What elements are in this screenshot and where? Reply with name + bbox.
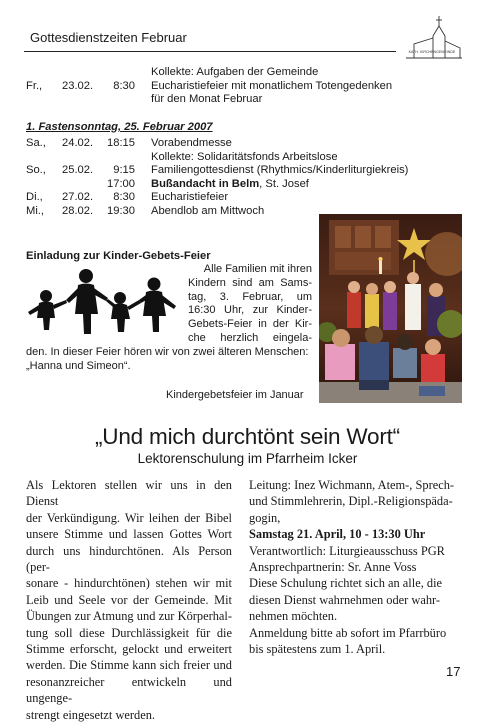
schedule-time: 17:00 [107,177,135,190]
article-left-line: der Verkündigung. Wir leihen der Bibel [26,510,232,525]
invitation-line: 16:30 Uhr, zur Kinder- [188,304,312,317]
schedule-description-main: Bußandacht in Belm [151,177,260,190]
article-left-line: unsere Stimme und lassen Gottes Wort [26,527,232,542]
invitation-text-wrapped [188,263,312,346]
schedule-day: So., [26,164,46,177]
schedule-description-main: Familiengottesdienst (Rhythmics/Kinderliturgiekreis) [151,164,409,177]
schedule-description [151,164,408,178]
schedule-description [151,178,309,192]
schedule-date: 25.02. [62,164,94,177]
article-left-line: tung soll diese Durchlässigkeit für die [26,625,232,640]
schedule-description [151,205,264,219]
schedule-row [0,191,495,205]
schedule-row [0,137,495,151]
article-left-line: Stimme erforscht, gelockt und erweitert [26,642,232,657]
page-number: 17 [446,664,461,679]
schedule-description-suffix: , St. Josef [259,177,309,190]
invitation-line: „Hanna und Simeon“. [26,359,131,372]
schedule-row [0,93,495,107]
schedule-time: 9:15 [113,164,135,177]
schedule-date: 23.02. [62,79,94,92]
invitation-line: Gebets-Feier in der Kir- [188,318,312,331]
page-header-title: Gottesdienstzeiten Februar [30,30,187,45]
article-right-line: Leitung: Inez Wichmann, Atem-, Sprech- [249,478,455,492]
family-illustration-icon [22,266,188,338]
schedule-description [151,191,228,205]
invitation-line: che herzlich eingela- [188,331,312,344]
article-left-line: sonare - hindurchtönen) stehen wir mit [26,576,232,591]
schedule-description-main: Abendlob am Mittwoch [151,205,265,217]
schedule-row [0,178,495,192]
schedule-time: 18:15 [107,137,135,149]
article-left-line: Übungen zur Atmung und zur Körperhal- [26,609,232,624]
schedule-date: 27.02. [62,191,94,204]
schedule-time: 8:30 [113,191,135,204]
schedule-row [0,80,495,94]
article-left-line: Als Lektoren stellen wir uns in den Dienst [26,478,232,509]
schedule-day: Mi., [26,205,45,217]
article-right-line: und Stimmlehrerin, Dipl.-Religionspäda- [249,494,453,509]
schedule-day: Di., [26,191,43,204]
invitation-line: Alle Familien mit ihren [203,263,312,275]
header-divider [24,51,396,52]
schedule-description-main: für den Monat Februar [151,93,263,106]
article-right-line: Diese Schulung richtet sich an alle, die [249,576,443,591]
invitation-line: Kindern sind am Sams- [188,276,312,289]
schedule-description-main: Vorabendmesse [151,137,232,149]
article-right-line: Samstag 21. April, 10 - 13:30 Uhr [249,527,426,542]
schedule-row [0,151,495,165]
invitation-line: den. In dieser Feier hören wir von zwei älteren Menschen: [26,346,309,358]
photo-caption: Kindergebetsfeier im Januar [166,389,304,401]
article-right-line: diesen Dienst wahrnehmen oder wahr- [249,592,441,607]
schedule-time: 19:30 [107,205,135,217]
schedule-row [0,164,495,178]
schedule-description [151,137,232,151]
schedule-day: Sa., [26,137,46,149]
article-left-line: werden. Die Stimme kann sich freier und [26,658,232,673]
schedule-time: 8:30 [113,79,135,92]
article-left-line: Leib und Seele vor der Gemeinde. Mit [26,592,232,607]
article-right-line: Anmeldung bitte ab sofort im Pfarrbüro [249,625,447,640]
schedule-description-main: Eucharistiefeier mit monatlichem Totengedenken [151,79,393,92]
article-left-line: strengt eingesetzt werden. [26,707,156,722]
article-right-column [249,477,461,657]
schedule-row [0,66,495,80]
schedule-date: 24.02. [62,137,94,149]
schedule-description [151,93,262,107]
schedule-description [151,151,338,165]
article-left-line: durch uns hindurchtönen. Als Person (per- [26,543,232,575]
article-right-line: gogin, [249,510,281,525]
article-right-line: nehmen möchten. [249,609,338,624]
schedule-description [151,66,318,80]
invitation-text-full [26,346,312,374]
schedule-day: Fr., [26,79,43,92]
church-logo-icon [402,14,464,60]
logo-text: KATH. KIRCHENGEMEINDE [408,50,456,54]
article-right-line: Ansprechpartnerin: Sr. Anne Voss [249,560,417,575]
schedule-date: 28.02. [62,205,94,217]
article-right-line: bis spätestens zum 1. April. [249,642,386,657]
article-title: „Und mich durchtönt sein Wort“ [95,424,400,449]
schedule-description [151,80,392,94]
article-left-column [26,477,232,723]
article-right-line: Verantwortlich: Liturgieausschuss PGR [249,543,445,558]
children-prayer-photo [319,214,462,403]
invitation-line: tag, 3. Februar, um [188,290,312,303]
article-left-line: resonanzreicher entwickeln und ungenge- [26,674,232,706]
article-subtitle: Lektorenschulung im Pfarrheim Icker [137,451,358,466]
schedule-description-main: Eucharistiefeier [151,191,229,204]
sunday-heading: 1. Fastensonntag, 25. Februar 2007 [26,121,213,133]
schedule-description-main: Kollekte: Aufgaben der Gemeinde [151,66,319,78]
invitation-heading: Einladung zur Kinder-Gebets-Feier [26,250,211,262]
schedule-description-main: Kollekte: Solidaritätsfonds Arbeitslose [151,150,338,163]
